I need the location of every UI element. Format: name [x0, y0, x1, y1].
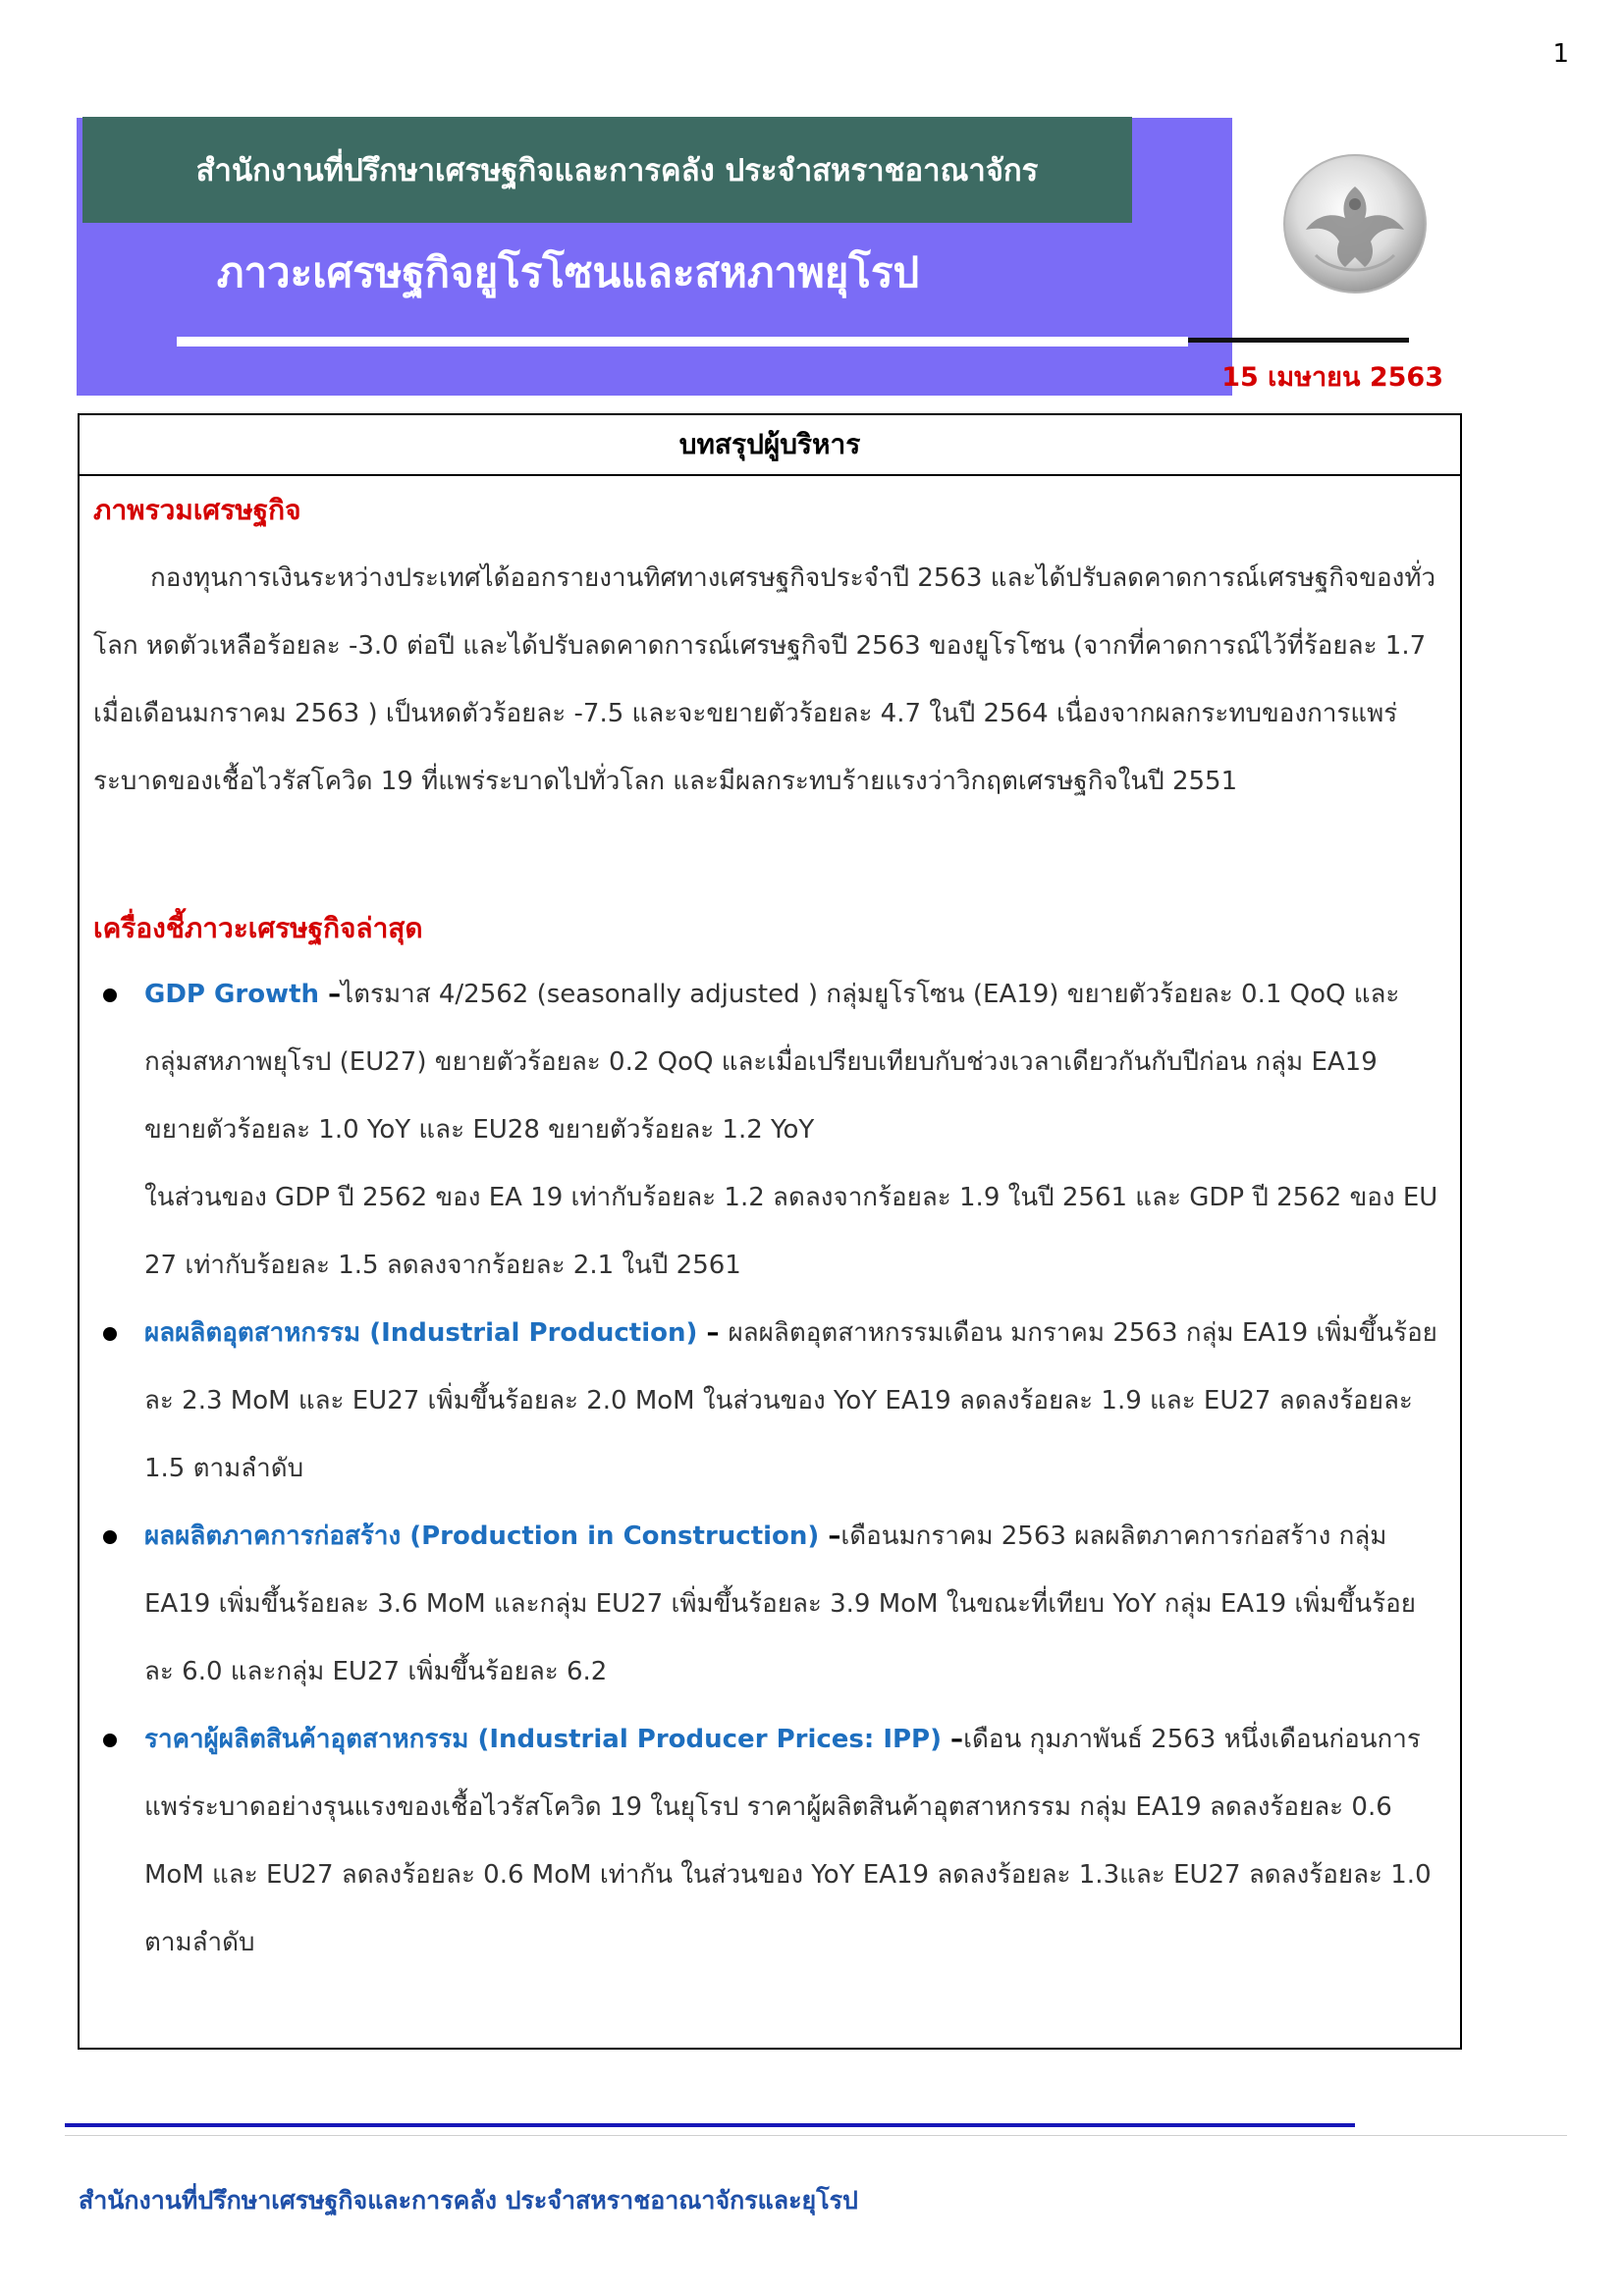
title-underline — [177, 337, 1188, 347]
org-title: สำนักงานที่ปรึกษาเศรษฐกิจและการคลัง ประจำสหราชอาณาจักร — [195, 153, 1039, 188]
indicator-label: ราคาผู้ผลิตสินค้าอุตสาหกรรม (Industrial Producer Prices: IPP) — [144, 1725, 942, 1754]
page-title: ภาวะเศรษฐกิจยูโรโซนและสหภาพยุโรป — [216, 248, 920, 296]
indicator-text: ไตรมาส 4/2562 (seasonally adjusted ) กลุ่มยูโรโซน (EA19) ขยายตัวร้อยละ 0.1 QoQ และกลุ่มสหภาพยุโรป (EU27) ขยายตัวร้อยละ 0.2 QoQ และเมื่อเปรียบเทียบกับช่วงเวลาเดียวกันกับปีก่อน กลุ่ม EA19 ขยายตัวร้อยละ 1.0 YoY และ EU28 ขยายตัวร้อยละ 1.2 YoY — [144, 980, 1400, 1145]
indicator-industrial-production — [93, 1300, 1442, 1503]
indicator-text-continued: ในส่วนของ GDP ปี 2562 ของ EA 19 เท่ากับร้อยละ 1.2 ลดลงจากร้อยละ 1.9 ในปี 2561 และ GDP ปี 2562 ของ EU 27 เท่ากับร้อยละ 1.5 ลดลงจากร้อยละ 2.1 ในปี 2561 — [144, 1183, 1438, 1280]
indicator-separator: – — [819, 1522, 841, 1551]
indicator-gdp-growth — [93, 961, 1442, 1300]
indicator-separator: – — [319, 980, 342, 1009]
indicator-text: เดือนมกราคม 2563 ผลผลิตภาคการก่อสร้าง กลุ่ม EA19 เพิ่มขึ้นร้อยละ 3.6 MoM และกลุ่ม EU27 เพิ่มขึ้นร้อยละ 3.9 MoM ในขณะที่เทียบ YoY กลุ่ม EA19 เพิ่มขึ้นร้อยละ 6.0 และกลุ่ม EU27 เพิ่มขึ้นร้อยละ 6.2 — [144, 1522, 1416, 1686]
overview-paragraph: กองทุนการเงินระหว่างประเทศได้ออกรายงานทิศทางเศรษฐกิจประจำปี 2563 และได้ปรับลดคาดการณ์เศรษฐกิจของทั่วโลก หดตัวเหลือร้อยละ -3.0 ต่อปี และได้ปรับลดคาดการณ์เศรษฐกิจปี 2563 ของยูโรโซน (จากที่คาดการณ์ไว้ที่ร้อยละ 1.7 เมื่อเดือนมกราคม 2563 ) เป็นหดตัวร้อยละ -7.5 และจะขยายตัวร้อยละ 4.7 ในปี 2564 เนื่องจากผลกระทบของการแพร่ระบาดของเชื้อไวรัสโควิด 19 ที่แพร่ระบาดไปทั่วโลก และมีผลกระทบร้ายแรงว่าวิกฤตเศรษฐกิจในปี 2551 — [93, 563, 1436, 796]
indicator-text: เดือน กุมภาพันธ์ 2563 หนึ่งเดือนก่อนการแพร่ระบาดอย่างรุนแรงของเชื้อไวรัสโควิด 19 ในยุโรป ราคาผู้ผลิตสินค้าอุตสาหกรรม กลุ่ม EA19 ลดลงร้อยละ 0.6 MoM และ EU27 ลดลงร้อยละ 0.6 MoM เท่ากัน ในส่วนของ YoY EA19 ลดลงร้อยละ 1.3และ EU27 ลดลงร้อยละ 1.0 ตามลำดับ — [144, 1725, 1432, 1957]
footer-divider — [65, 2123, 1355, 2127]
indicator-text: ผลผลิตอุตสาหกรรมเดือน มกราคม 2563 กลุ่ม EA19 เพิ่มขึ้นร้อยละ 2.3 MoM และ EU27 เพิ่มขึ้นร้อยละ 2.0 MoM ในส่วนของ YoY EA19 ลดลงร้อยละ 1.9 และ EU27 ลดลงร้อยละ 1.5 ตามลำดับ — [144, 1318, 1437, 1483]
indicator-list — [93, 961, 1442, 1977]
footer-rule — [65, 2135, 1567, 2136]
bullet-icon — [103, 1530, 117, 1544]
summary-heading: บทสรุปผู้บริหาร — [80, 415, 1460, 476]
footer-org-name: สำนักงานที่ปรึกษาเศรษฐกิจและการคลัง ประจำสหราชอาณาจักรและยุโรป — [79, 2186, 858, 2215]
bullet-icon — [103, 988, 117, 1002]
page-number: 1 — [1552, 39, 1569, 69]
executive-summary-box — [78, 413, 1462, 2050]
indicator-separator: – — [697, 1318, 729, 1348]
bullet-icon — [103, 1327, 117, 1341]
indicator-label: GDP Growth — [144, 980, 320, 1009]
indicators-heading: เครื่องชี้ภาวะเศรษฐกิจล่าสุด — [93, 912, 423, 944]
title-underline-dark — [1188, 338, 1409, 343]
indicator-separator: – — [942, 1725, 964, 1754]
indicator-production-in-construction — [93, 1503, 1442, 1706]
indicator-label: ผลผลิตภาคการก่อสร้าง (Production in Construction) — [144, 1522, 820, 1551]
indicator-industrial-producer-prices — [93, 1706, 1442, 1977]
report-date: 15 เมษายน 2563 — [1221, 362, 1443, 393]
bullet-icon — [103, 1734, 117, 1747]
garuda-emblem-icon — [1276, 147, 1434, 304]
overview-heading: ภาพรวมเศรษฐกิจ — [93, 494, 301, 526]
indicator-label: ผลผลิตอุตสาหกรรม (Industrial Production) — [144, 1318, 698, 1348]
